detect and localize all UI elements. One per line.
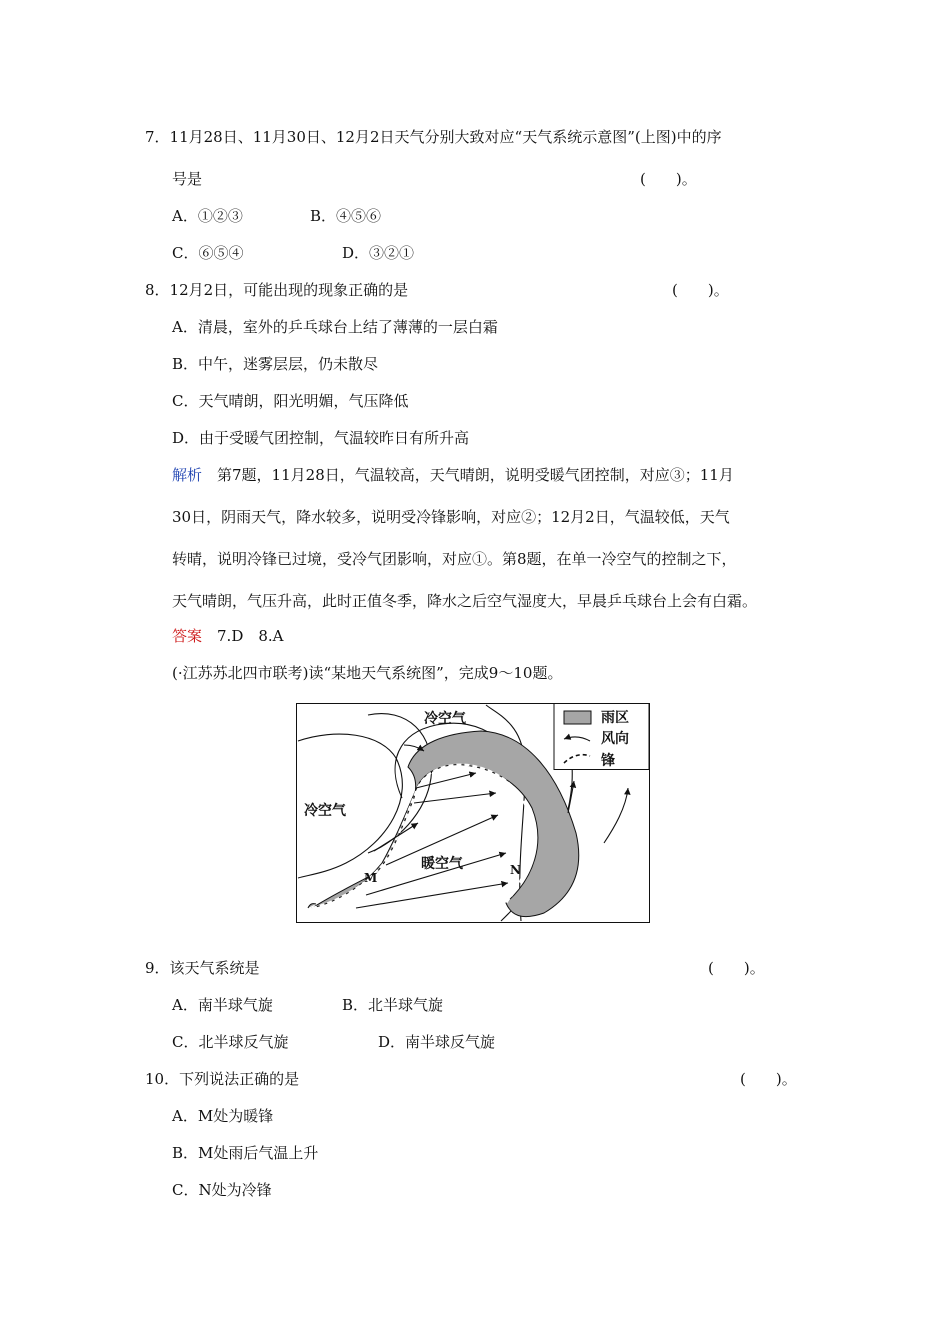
- analysis-line3: 转晴，说明冷锋已过境，受冷气团影响，对应①。第8题，在单一冷空气的控制之下，: [172, 550, 737, 568]
- q10-stem: 10．下列说法正确的是: [145, 1070, 300, 1088]
- q7-option-a: A．①②③: [172, 207, 243, 225]
- q9-option-d: D．南半球反气旋: [378, 1033, 496, 1051]
- label-m: M: [364, 871, 378, 885]
- q8-option-d: D．由于受暖气团控制，气温较昨日有所升高: [172, 429, 470, 447]
- label-cold-air-top: 冷空气: [424, 711, 466, 727]
- answer-label: 答案: [172, 627, 203, 645]
- q10-option-b: B．M处雨后气温上升: [172, 1144, 319, 1162]
- label-warm-air: 暖空气: [421, 856, 463, 872]
- answer-line: [172, 626, 284, 646]
- q10-option-c: C．N处为冷锋: [172, 1181, 272, 1199]
- q10-option-a: A．M处为暖锋: [172, 1107, 274, 1125]
- intro-text: (·江苏苏北四市联考)读“某地天气系统图”，完成9～10题。: [172, 664, 563, 682]
- answer-text: 7.D 8.A: [202, 627, 284, 645]
- q9-stem: 9．该天气系统是: [145, 959, 260, 977]
- q7-stem-line1: 7．11月28日、11月30日、12月2日天气分别大致对应“天气系统示意图”(上图)中的序: [145, 128, 722, 146]
- legend: [554, 704, 649, 770]
- legend-rain-swatch: [564, 711, 591, 724]
- weather-system-diagram: [296, 703, 650, 923]
- q8-answer-blank: ( )。: [672, 281, 729, 299]
- legend-wind-label: 风向: [601, 731, 629, 747]
- analysis-line4: 天气晴朗，气压升高，此时正值冬季，降水之后空气湿度大，早晨乒乓球台上会有白霜。: [172, 592, 758, 610]
- legend-front-label: 锋: [601, 753, 615, 769]
- q9-option-c: C．北半球反气旋: [172, 1033, 289, 1051]
- q8-option-b: B．中午，迷雾层层，仍未散尽: [172, 355, 379, 373]
- q7-stem-line2: 号是: [172, 170, 203, 188]
- q7-option-b: B．④⑤⑥: [310, 207, 382, 225]
- label-n: N: [510, 863, 521, 877]
- analysis-line1: [172, 465, 734, 485]
- q8-option-c: C．天气晴朗，阳光明媚，气压降低: [172, 392, 409, 410]
- q9-option-b: B．北半球气旋: [342, 996, 444, 1014]
- analysis-line2: 30日，阴雨天气，降水较多，说明受冷锋影响，对应②；12月2日，气温较低，天气: [172, 508, 730, 526]
- legend-rain-label: 雨区: [601, 710, 629, 726]
- analysis-label: 解析: [172, 466, 203, 484]
- q8-stem: 8．12月2日，可能出现的现象正确的是: [145, 281, 409, 299]
- q9-answer-blank: ( )。: [708, 959, 765, 977]
- analysis-text1: 第7题，11月28日，气温较高，天气晴朗，说明受暖气团控制，对应③；11月: [202, 466, 734, 484]
- q8-option-a: A．清晨，室外的乒乓球台上结了薄薄的一层白霜: [172, 318, 498, 336]
- q7-option-c: C．⑥⑤④: [172, 244, 244, 262]
- q7-option-d: D．③②①: [342, 244, 415, 262]
- q9-option-a: A．南半球气旋: [172, 996, 273, 1014]
- label-cold-air-left: 冷空气: [304, 803, 346, 819]
- q10-answer-blank: ( )。: [740, 1070, 797, 1088]
- q7-answer-blank: ( )。: [640, 170, 697, 188]
